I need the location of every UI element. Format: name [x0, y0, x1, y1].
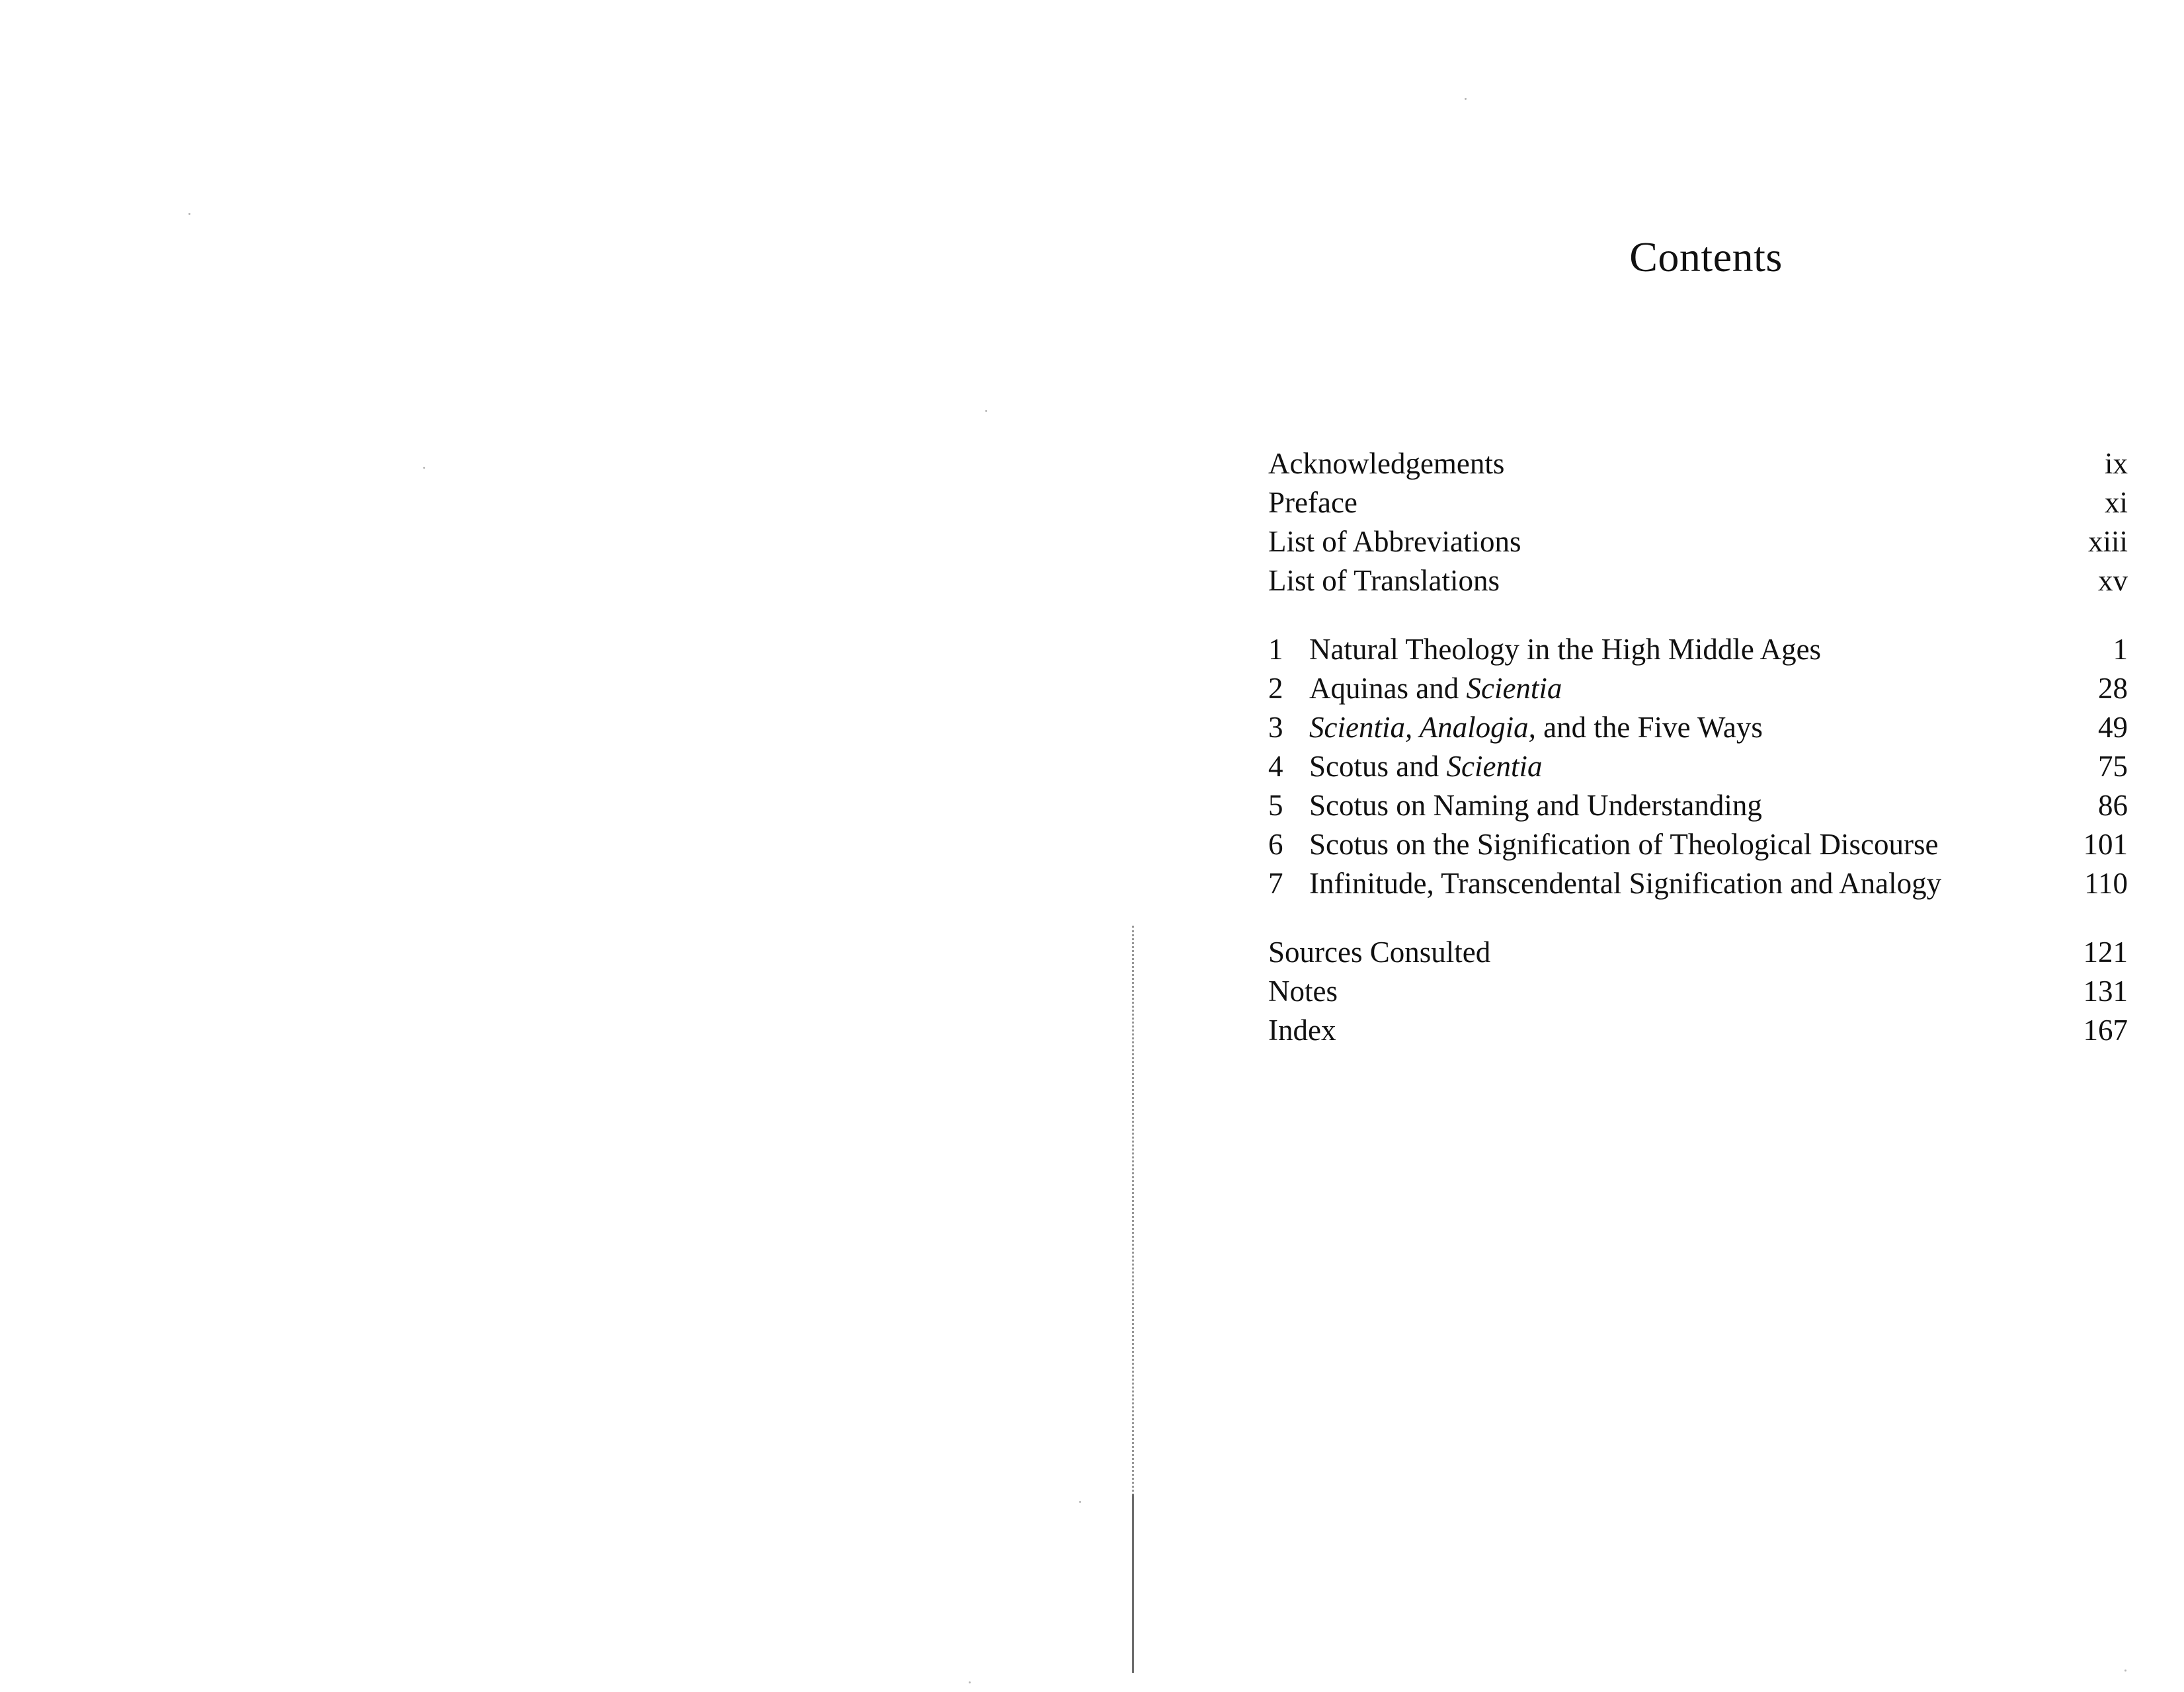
front-matter-entry [1268, 483, 2128, 522]
chapter-title [1309, 747, 2068, 786]
chapter-entry [1268, 669, 2128, 708]
back-matter-entry [1268, 1011, 2128, 1050]
toc-page-number: 101 [2083, 828, 2128, 861]
paper-speck [985, 410, 987, 412]
chapter-number: 4 [1268, 750, 1283, 783]
front-matter-entry [1268, 444, 2128, 483]
chapter-number: 5 [1268, 789, 1283, 822]
chapter-entry [1268, 708, 2128, 747]
chapter-title-part: Aquinas and [1309, 672, 1467, 705]
toc-page-number: 167 [2083, 1014, 2128, 1047]
chapter-entry [1268, 747, 2128, 786]
page-title: Contents [1629, 233, 1783, 280]
paper-speck [969, 1681, 971, 1683]
toc-page-number: ix [2104, 447, 2128, 480]
back-matter-entry [1268, 933, 2128, 972]
chapter-title [1309, 864, 2068, 903]
paper-speck [2124, 1670, 2126, 1672]
paper-speck [188, 213, 190, 215]
toc-entry-title: Preface [1268, 486, 1357, 519]
toc-page-number: 1 [2113, 633, 2128, 666]
chapter-title-part: Infinitude, Transcendental Signification and Analogy [1309, 867, 1942, 900]
paper-speck [1465, 98, 1467, 100]
chapter-title-part: Scotus on the Signification of Theological Discourse [1309, 828, 1939, 861]
chapter-number: 6 [1268, 828, 1283, 861]
toc-page-number: 49 [2098, 711, 2128, 744]
toc-page-number: xi [2104, 486, 2128, 519]
chapter-entry [1268, 825, 2128, 864]
chapter-title [1309, 825, 2068, 864]
chapter-title-part: Scotus on Naming and Understanding [1309, 789, 1762, 822]
chapter-title [1309, 669, 2068, 708]
chapter-number: 2 [1268, 672, 1283, 705]
chapter-entry [1268, 630, 2128, 669]
toc-entry-title: List of Translations [1268, 564, 1500, 597]
toc-page-number: 121 [2083, 936, 2128, 969]
chapter-list [1268, 630, 2128, 903]
front-matter-entry [1268, 522, 2128, 561]
chapter-entry [1268, 786, 2128, 825]
chapter-number: 3 [1268, 711, 1283, 744]
toc-entry-title: List of Abbreviations [1268, 525, 1521, 558]
toc-entry-title: Acknowledgements [1268, 447, 1505, 480]
back-matter-entry [1268, 972, 2128, 1011]
chapter-title-italic-part: Scientia [1466, 672, 1562, 705]
chapter-entry [1268, 864, 2128, 903]
toc-page-number: 86 [2098, 789, 2128, 822]
toc-page-number: 131 [2083, 975, 2128, 1008]
front-matter-list [1268, 444, 2128, 600]
toc-page-number: 75 [2098, 750, 2128, 783]
toc-page-number: xv [2098, 564, 2128, 597]
toc-page-number: 110 [2084, 867, 2128, 900]
chapter-title-part: and the Five Ways [1535, 711, 1763, 744]
binding-line [1132, 1494, 1134, 1673]
toc-entry-title: Index [1268, 1014, 1336, 1047]
chapter-title [1309, 708, 2068, 747]
toc-entry-title: Notes [1268, 975, 1338, 1008]
chapter-title-italic-part: Scientia, Analogia, [1309, 711, 1536, 744]
chapter-title-part: Natural Theology in the High Middle Ages [1309, 633, 1822, 666]
toc-page-number: xiii [2087, 525, 2128, 558]
paper-speck [1079, 1501, 1081, 1503]
chapter-number: 7 [1268, 867, 1283, 900]
chapter-title-italic-part: Scientia [1446, 750, 1543, 783]
chapter-title [1309, 630, 2068, 669]
chapter-title-part: Scotus and [1309, 750, 1447, 783]
back-matter-list [1268, 933, 2128, 1050]
toc-page-number: 28 [2098, 672, 2128, 705]
table-of-contents [1268, 444, 2128, 1050]
paper-speck [423, 467, 425, 469]
chapter-number: 1 [1268, 633, 1283, 666]
front-matter-entry [1268, 561, 2128, 600]
toc-entry-title: Sources Consulted [1268, 936, 1491, 969]
chapter-title [1309, 786, 2068, 825]
